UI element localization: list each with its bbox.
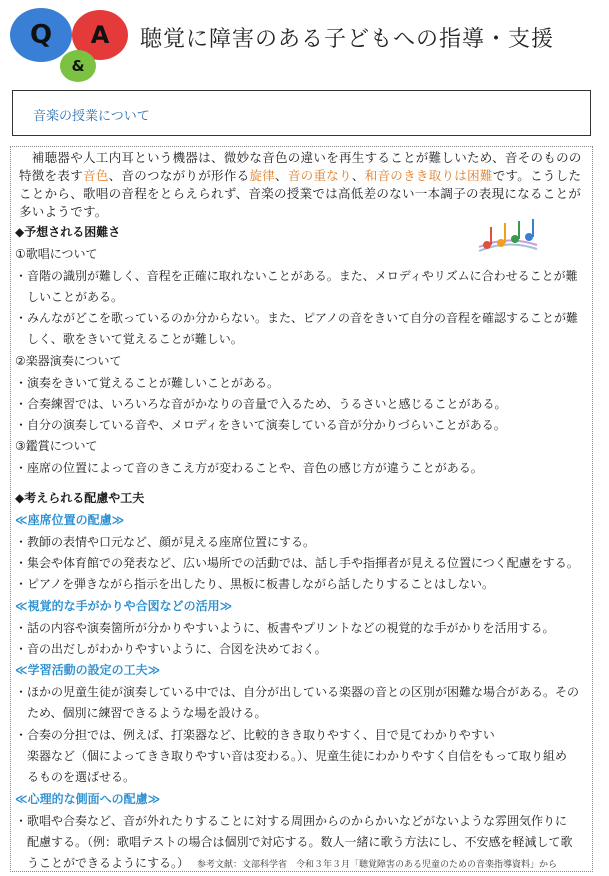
list-item: ・座席の位置によって音のきこえ方が変わることや、音色の感じ方が違うことがある。 <box>15 461 483 475</box>
list-item: ・話の内容や演奏箇所が分かりやすいように、板書やプリントなどの視覚的な手がかりを活用する。 <box>15 621 555 635</box>
list-item: ・ほかの児童生徒が演奏している中では、自分が出している楽器の音との区別が困難な場合がある。その <box>15 685 580 699</box>
content-panel <box>10 146 593 872</box>
list-item: ・合奏練習では、いろいろな音がかなりの音量で入るため、うるさいと感じることがある。 <box>15 397 507 411</box>
music-notes-icon <box>477 217 539 257</box>
list-item: 楽器など（個によってきき取りやすい音は変わる。）、児童生徒にわかりやすく自信をもって取り組め <box>15 749 568 763</box>
q-letter: Q <box>29 20 53 50</box>
list-item: しいことがある。 <box>15 290 124 304</box>
list-item-text: うことができるようにする。） <box>15 856 190 870</box>
singing-heading: ①歌唱について <box>15 247 98 261</box>
intro-text: 、 <box>275 168 288 183</box>
list-item: ・集会や体育館での発表など、広い場所での活動では、話し手や指揮者が見える位置につく配慮をする。 <box>15 556 579 570</box>
list-item: ・音階の識別が難しく、音程を正確に取れないことがある。また、メロディやリズムに合わせることが難 <box>15 269 578 283</box>
page-title: 聴覚に障害のある子どもへの指導・支援 <box>140 27 555 52</box>
instrument-heading: ②楽器演奏について <box>15 354 122 368</box>
list-item: るものを選ばせる。 <box>15 770 136 784</box>
mental-heading: ≪心理的な側面への配慮≫ <box>15 792 161 806</box>
difficulties-heading: ◆予想される困難さ <box>15 225 121 239</box>
list-item: ・合奏の分担では、例えば、打楽器など、比較的きき取りやすく、目で見てわかりやすい <box>15 728 495 742</box>
topic-heading: 音楽の授業について <box>33 109 150 124</box>
topic-box <box>12 90 591 136</box>
list-item: ため、個別に練習できるような場を設ける。 <box>15 706 267 720</box>
reference-note: 参考文献：文部科学省 令和３年３月「聴覚障害のある児童のための音楽指導資料」から <box>197 860 558 870</box>
highlight-melody: 旋律 <box>249 168 276 183</box>
intro-paragraph <box>19 149 587 221</box>
list-item <box>15 854 557 871</box>
list-item: ・みんながどこを歌っているのか分からない。また、ピアノの音をきいて自分の音程を確認することが難 <box>15 311 579 325</box>
listening-heading: ③鑑賞について <box>15 439 98 453</box>
intro-text: です。こうしたことから、歌唱の音程をとらえられず、音楽の授業では高低差のない一本調子の表現になることが多いようです。 <box>19 168 582 219</box>
q-bubble-icon <box>10 8 72 62</box>
list-item: 配慮する。（例：歌唱テストの場合は個別で対応する。数人一緒に歌う方法にし、不安感を軽減して歌 <box>15 835 573 849</box>
list-item: ・自分の演奏している音や、メロディをきいて演奏している音が分かりづらいことがある。 <box>15 418 506 432</box>
amp-bubble-icon <box>60 50 96 82</box>
list-item: ・音の出だしがわかりやすいように、合図を決めておく。 <box>15 642 327 656</box>
intro-text: 補聴器や人工内耳という機器は、微妙な音色の違いを再生することが難しいため、音そのものの特徴を表す <box>19 150 582 183</box>
seat-heading: ≪座席位置の配慮≫ <box>15 513 125 527</box>
activity-heading: ≪学習活動の設定の工夫≫ <box>15 663 161 677</box>
list-item: ・ピアノを弾きながら指示を出したり、黒板に板書しながら話したりすることはしない。 <box>15 577 495 591</box>
highlight-chord: 和音のきき取りは困難 <box>364 168 493 183</box>
visual-heading: ≪視覚的な手がかりや合図などの活用≫ <box>15 599 233 613</box>
amp-symbol: & <box>71 57 85 75</box>
measures-heading: ◆考えられる配慮や工夫 <box>15 491 145 505</box>
a-letter: A <box>90 21 110 49</box>
list-item: ・教師の表情や口元など、顔が見える座席位置にする。 <box>15 535 316 549</box>
highlight-harmony: 音の重なり <box>287 168 352 183</box>
list-item: ・歌唱や合奏など、音が外れたりすることに対する周囲からのからかいなどがないような雰囲気作りに <box>15 814 568 828</box>
header <box>0 0 609 84</box>
intro-text: 、音のつながりが形作る <box>108 168 250 183</box>
list-item: ・演奏をきいて覚えることが難しいことがある。 <box>15 376 280 390</box>
highlight-timbre: 音色 <box>83 168 109 183</box>
list-item: しく、歌をきいて覚えることが難しい。 <box>15 332 243 346</box>
intro-text: 、 <box>351 168 365 183</box>
